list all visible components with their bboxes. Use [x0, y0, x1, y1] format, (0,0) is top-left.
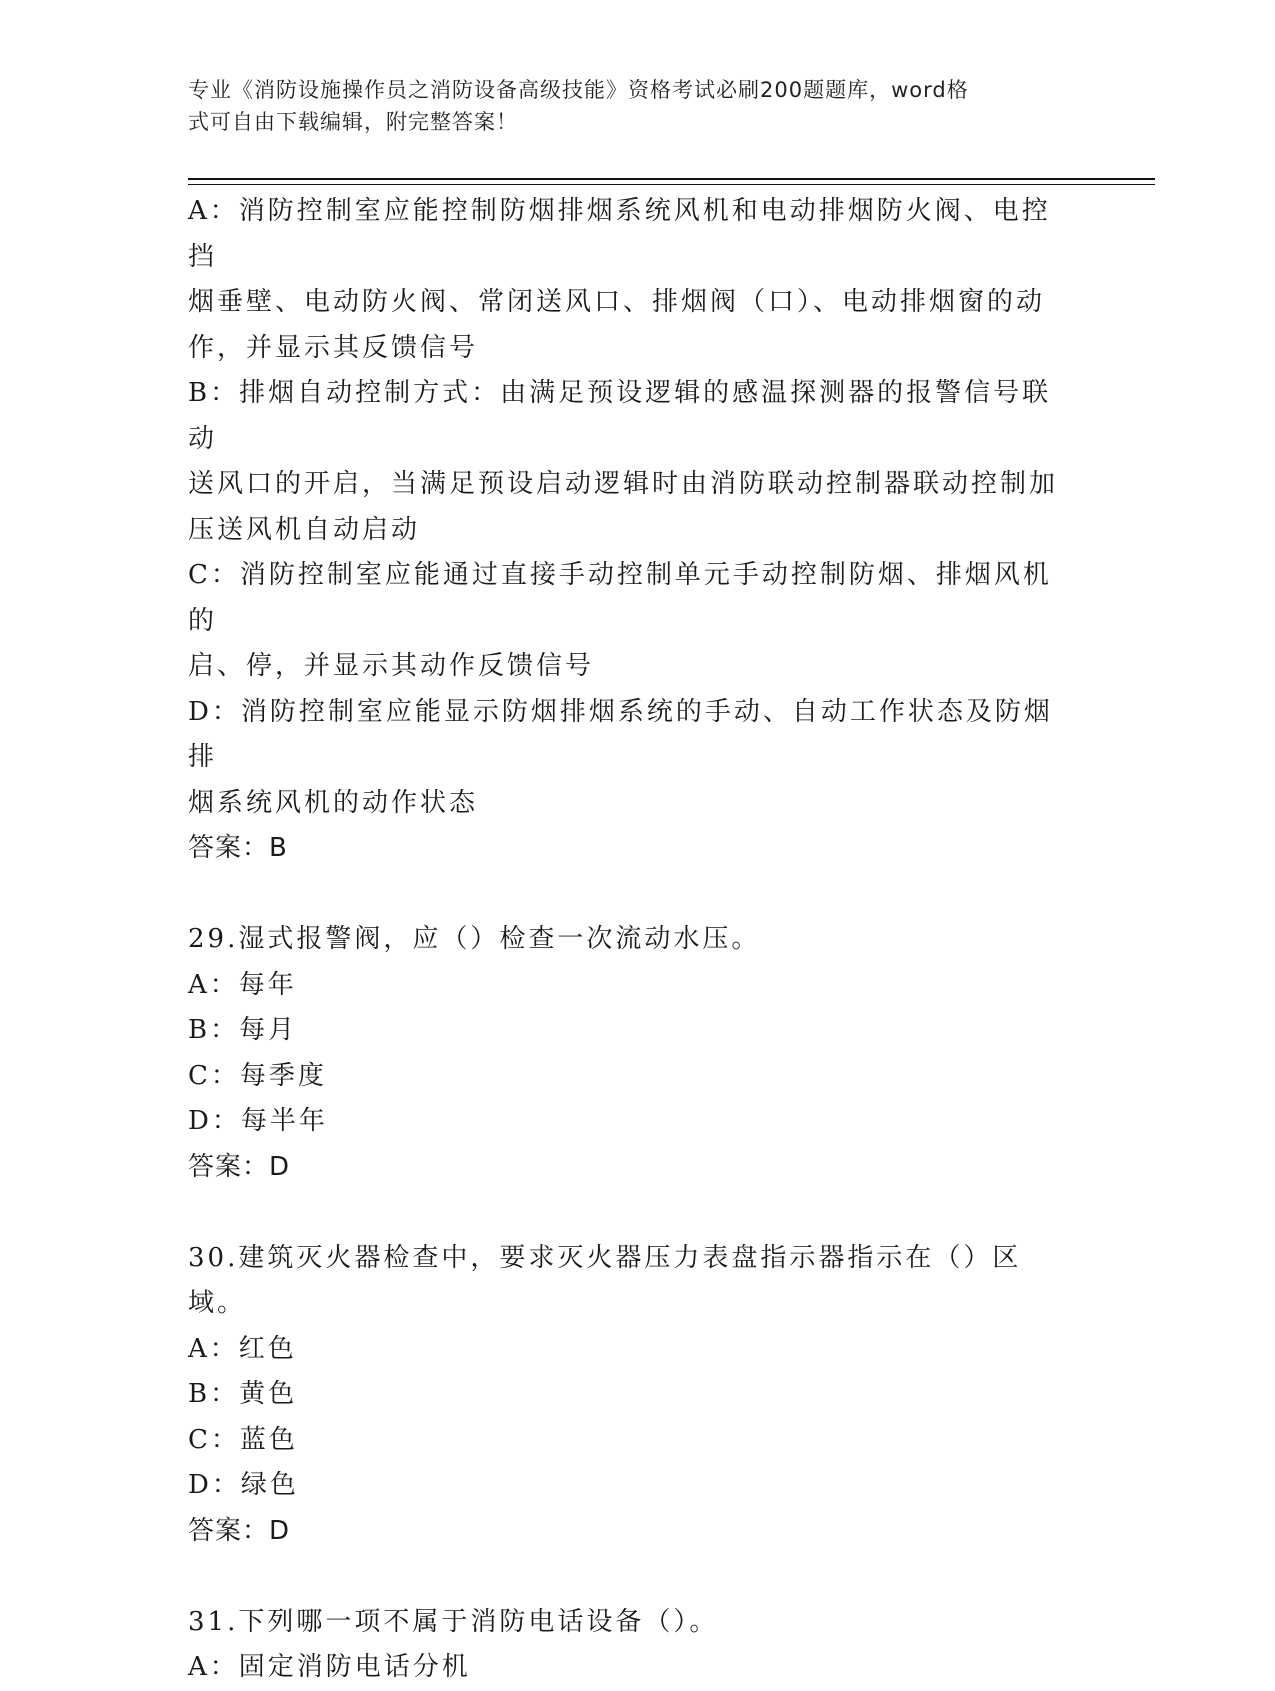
question-content [188, 189, 1078, 1691]
answer-line: 答案：D [188, 1151, 291, 1182]
question-text: 31.下列哪一项不属于消防电话设备（）。 [188, 1606, 719, 1637]
question-text: 30.建筑灭火器检查中，要求灭火器压力表盘指示器指示在（）区域。 [188, 1242, 1022, 1318]
question-30-block [188, 1236, 1078, 1555]
option-text-line: D：消防控制室应能显示防烟排烟系统的手动、自动工作状态及防烟排 [188, 696, 1053, 772]
option-text-line: 烟系统风机的动作状态 [188, 787, 479, 818]
question-spacer [188, 872, 1078, 918]
option-c [188, 553, 1078, 690]
header-line-2: 式可自由下载编辑，附完整答案！ [188, 110, 518, 134]
option-b: B：每月 [188, 1015, 298, 1045]
question-28-block [188, 189, 1078, 872]
answer-line: 答案：B [188, 833, 288, 863]
option-a [188, 189, 1078, 371]
option-b: B：黄色 [188, 1379, 298, 1409]
header-divider-thin [188, 184, 1155, 185]
option-text-line: 启、停，并显示其动作反馈信号 [188, 651, 595, 681]
question-text: 29.湿式报警阀，应（）检查一次流动水压。 [188, 924, 761, 954]
option-d: D：绿色 [188, 1470, 299, 1500]
option-text-line: C：消防控制室应能通过直接手动控制单元手动控制防烟、排烟风机的 [188, 560, 1052, 636]
option-text-line: 烟垂壁、电动防火阀、常闭送风口、排烟阀（口）、电动排烟窗的动 [188, 287, 1046, 317]
option-text-line: 压送风机自动启动 [188, 514, 421, 545]
question-spacer [188, 1554, 1078, 1600]
option-a: A：固定消防电话分机 [188, 1652, 471, 1682]
option-a: A：每年 [188, 969, 297, 1000]
option-text-line: A：消防控制室应能控制防烟排烟系统风机和电动排烟防火阀、电控挡 [188, 196, 1051, 272]
option-d [188, 690, 1078, 827]
question-spacer [188, 1190, 1078, 1236]
header-line-1: 专业《消防设施操作员之消防设备高级技能》资格考试必刷200题题库，word格 [188, 78, 969, 102]
document-header [188, 74, 1068, 138]
question-29-block [188, 917, 1078, 1190]
question-31-block [188, 1600, 1078, 1691]
option-d: D：每半年 [188, 1106, 328, 1136]
option-a: A：红色 [188, 1333, 297, 1364]
option-c: C：蓝色 [188, 1424, 298, 1455]
option-b [188, 371, 1078, 553]
answer-line: 答案：D [188, 1515, 291, 1546]
option-text-line: 作，并显示其反馈信号 [188, 332, 479, 363]
option-c: C：每季度 [188, 1060, 327, 1091]
header-divider-thick [188, 178, 1155, 180]
option-text-line: 送风口的开启，当满足预设启动逻辑时由消防联动控制器联动控制加 [188, 469, 1059, 499]
option-text-line: B：排烟自动控制方式：由满足预设逻辑的感温探测器的报警信号联动 [188, 378, 1052, 454]
